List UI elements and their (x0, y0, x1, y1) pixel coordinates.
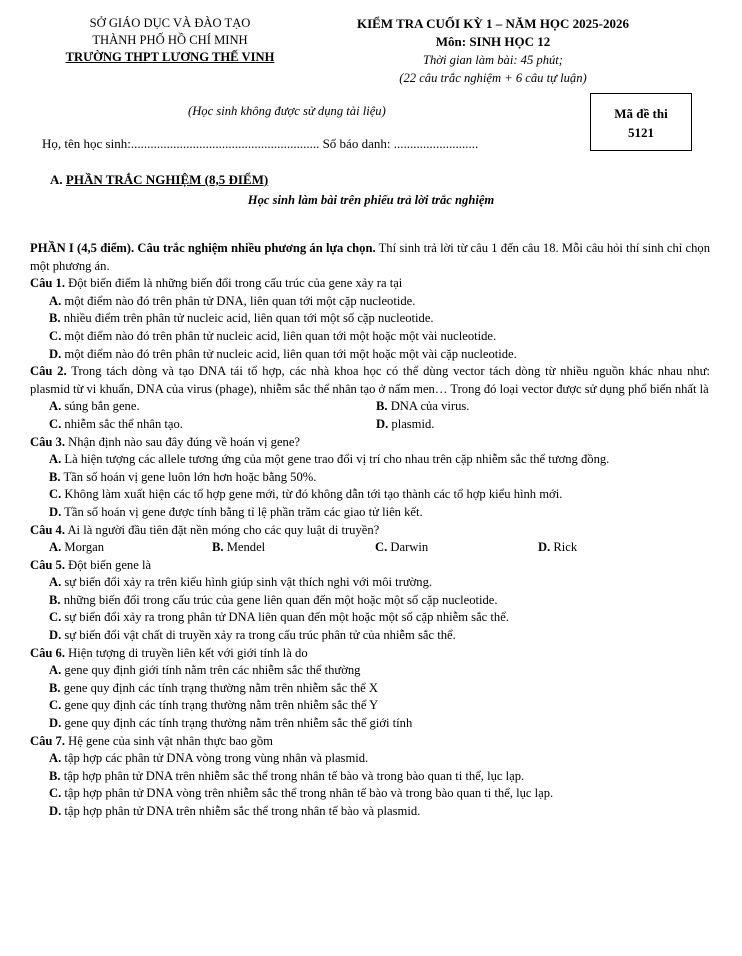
option-key: B. (49, 680, 61, 695)
question-text: Hiện tượng di truyền liên kết với giới tính là do (65, 645, 308, 660)
option-text: sự biến đổi xảy ra trong phân tử DNA liên quan đến một hoặc một số cặp nhiễm sắc thể. (61, 610, 509, 625)
option-text: Morgan (61, 540, 105, 555)
question-5 (30, 557, 710, 575)
option-key: D. (49, 716, 62, 731)
options-row (30, 398, 710, 416)
option-6d (30, 715, 710, 733)
option-key: B. (49, 469, 61, 484)
question-text: Ai là người đầu tiên đặt nền móng cho các quy luật di truyền? (65, 522, 380, 537)
option-text: Darwin (387, 540, 429, 555)
option-key: C. (49, 610, 62, 625)
department-line: SỞ GIÁO DỤC VÀ ĐÀO TẠO (89, 16, 251, 30)
option-text: nhiễm sắc thể nhân tạo. (61, 416, 183, 431)
option-4d (538, 539, 701, 557)
option-key: C. (49, 786, 62, 801)
option-key: D. (49, 804, 62, 818)
option-key: D. (49, 628, 62, 643)
option-text: gene quy định các tính trạng thường nằm trên nhiễm sắc thể X (60, 680, 378, 695)
option-key: A. (49, 751, 62, 766)
no-materials-note: (Học sinh không được sử dụng tài liệu) (188, 104, 386, 118)
option-key: A. (49, 663, 62, 678)
option-key: A. (49, 399, 62, 414)
exam-code: 5121 (628, 125, 654, 140)
option-4a (49, 539, 212, 557)
option-text: Rick (550, 540, 578, 555)
header-left (20, 15, 320, 66)
option-4b (212, 539, 375, 557)
section-a-heading (50, 172, 268, 188)
option-text: tập hợp phân tử DNA trên nhiễm sắc thể trong nhân tế bào và plasmid. (61, 804, 421, 818)
school-name: TRƯỜNG THPT LƯƠNG THẾ VINH (65, 50, 275, 64)
option-key: D. (376, 416, 389, 431)
question-label: Câu 3. (30, 434, 65, 449)
option-text: Tần số hoán vị gene luôn lớn hơn hoặc bằng 50%. (60, 469, 317, 484)
option-text: một điểm nào đó trên phân tử DNA, liên quan tới một cặp nucleotide. (61, 293, 416, 308)
option-key: B. (376, 399, 388, 414)
question-7 (30, 733, 710, 751)
question-text: Hệ gene của sinh vật nhân thực bao gồm (65, 733, 273, 748)
option-text: sự biến đổi vật chất di truyền xảy ra trong cấu trúc phân tử của nhiễm sắc thể. (61, 628, 456, 643)
section-a-subtitle: Học sinh làm bài trên phiếu trả lời trắc nghiệm (247, 193, 495, 207)
option-key: A. (49, 452, 62, 467)
option-5b (30, 592, 710, 610)
option-2b (376, 398, 703, 416)
option-key: B. (49, 592, 61, 607)
part1-intro (30, 240, 710, 275)
option-text: gene quy định các tính trạng thường nằm trên nhiễm sắc thể giới tính (61, 716, 413, 731)
option-text: một điểm nào đó trên phân tử nucleic acid, liên quan tới một hoặc một vài cặp nucleotide. (61, 346, 517, 361)
option-1a (30, 293, 710, 311)
option-text: plasmid. (388, 416, 435, 431)
exam-body (30, 240, 710, 821)
header-right (318, 15, 668, 87)
options-row (30, 539, 710, 557)
option-text: súng bắn gene. (61, 399, 140, 414)
option-7d (30, 803, 710, 821)
option-key: D. (49, 346, 62, 361)
question-6 (30, 645, 710, 663)
option-text: nhiều điểm trên phân tử nucleic acid, liên quan tới một số cặp nucleotide. (60, 311, 434, 326)
option-text: một điểm nào đó trên phân tử nucleic acid, liên quan tới một hoặc một vài nucleotide. (61, 328, 497, 343)
option-key: C. (375, 540, 388, 555)
option-6b (30, 680, 710, 698)
question-1 (30, 275, 710, 293)
option-key: B. (49, 311, 61, 326)
part1-instructions: Thí sinh trả lời từ câu 1 đến câu 18. Mỗi câu hỏi thí sinh chỉ chọn một phương án. (30, 241, 710, 273)
option-key: D. (49, 504, 62, 519)
option-7b (30, 768, 710, 786)
option-text: những biến đổi trong cấu trúc của gene liên quan đến một hoặc một số cặp nucleotide. (60, 592, 498, 607)
exam-subject: Môn: SINH HỌC 12 (435, 34, 551, 49)
city-line: THÀNH PHỐ HỒ CHÍ MINH (92, 33, 248, 47)
question-label: Câu 2. (30, 364, 67, 379)
option-3b (30, 469, 710, 487)
question-text: Nhận định nào sau đây đúng về hoán vị gene? (65, 434, 301, 449)
question-label: Câu 6. (30, 645, 65, 660)
question-text: Đột biến điểm là những biến đổi trong cấu trúc của gene xảy ra tại (65, 276, 403, 291)
question-text: Trong tách dòng và tạo DNA tái tổ hợp, các nhà khoa học có thể dùng vector tách dòng từ nhiều nguồn khác nhau như: plasmid từ vi khuẩn, DNA của virus (phage), nhiễm sắc thể nhân tạo ở nấm men… Trong đó loại vector được sử dụng phổ biến nhất là (30, 364, 710, 396)
question-3 (30, 434, 710, 452)
option-key: D. (538, 540, 551, 555)
option-5c (30, 609, 710, 627)
option-key: C. (49, 487, 62, 502)
question-label: Câu 1. (30, 276, 65, 291)
section-a-prefix: A. (50, 172, 66, 187)
option-key: B. (49, 768, 61, 783)
option-text: tập hợp phân tử DNA vòng trên nhiễm sắc thể trong nhân tế bào và trong bào quan ti thể, lục lạp. (61, 786, 554, 801)
option-1d (30, 346, 710, 364)
option-3d (30, 504, 710, 522)
option-text: tập hợp phân tử DNA trên nhiễm sắc thể trong nhân tế bào và trong bào quan ti thể, lục lạp. (60, 768, 525, 783)
section-a-title: PHẦN TRẮC NGHIỆM (8,5 ĐIỂM) (65, 172, 269, 187)
option-2a (49, 398, 376, 416)
option-text: Mendel (223, 540, 266, 555)
option-key: B. (212, 540, 224, 555)
option-6a (30, 662, 710, 680)
part1-heading: PHẦN I (4,5 điểm). Câu trắc nghiệm nhiều phương án lựa chọn. (30, 241, 376, 255)
exam-time: Thời gian làm bài: 45 phút; (422, 53, 563, 67)
option-5d (30, 627, 710, 645)
option-text: tập hợp các phân tử DNA vòng trong vùng nhân và plasmid. (61, 751, 369, 766)
option-2d (376, 416, 703, 434)
exam-code-label: Mã đề thi (614, 106, 668, 121)
exam-title: KIỂM TRA CUỐI KỲ 1 – NĂM HỌC 2025-2026 (356, 16, 630, 31)
option-key: C. (49, 698, 62, 713)
option-7a (30, 750, 710, 768)
option-4c (375, 539, 538, 557)
option-text: DNA của virus. (387, 399, 470, 414)
option-text: Không làm xuất hiện các tổ hợp gene mới, từ đó không dẫn tới tạo thành các tổ hợp kiểu hình mới. (61, 487, 563, 502)
question-2 (30, 363, 710, 398)
option-key: A. (49, 293, 62, 308)
question-4 (30, 522, 710, 540)
exam-code-box (590, 93, 692, 151)
option-key: A. (49, 575, 62, 590)
option-key: C. (49, 328, 62, 343)
option-7c (30, 785, 710, 803)
student-info-line: Họ, tên học sinh:.......................................................... Số báo danh: .......................... (42, 136, 479, 151)
question-label: Câu 7. (30, 733, 65, 748)
option-2c (49, 416, 376, 434)
option-text: Tần số hoán vị gene được tính bằng tỉ lệ phần trăm các giao tử liên kết. (61, 504, 423, 519)
option-key: A. (49, 540, 62, 555)
option-text: Là hiện tượng các allele tương ứng của một gene trao đổi vị trí cho nhau trên cặp nhiễm sắc thể tương đồng. (61, 452, 610, 467)
option-3c (30, 486, 710, 504)
option-1c (30, 328, 710, 346)
option-key: C. (49, 416, 62, 431)
question-text: Đột biến gene là (65, 557, 152, 572)
option-1b (30, 310, 710, 328)
option-text: gene quy định giới tính nằm trên các nhiễm sắc thể thường (61, 663, 361, 678)
question-label: Câu 5. (30, 557, 65, 572)
options-row (30, 416, 710, 434)
option-6c (30, 697, 710, 715)
option-text: sự biến đổi xảy ra trên kiểu hình giúp sinh vật thích nghi với môi trường. (61, 575, 433, 590)
option-text: gene quy định các tính trạng thường nằm trên nhiễm sắc thể Y (61, 698, 379, 713)
option-3a (30, 451, 710, 469)
exam-question-count: (22 câu trắc nghiệm + 6 câu tự luận) (399, 71, 587, 85)
option-5a (30, 574, 710, 592)
question-label: Câu 4. (30, 522, 65, 537)
